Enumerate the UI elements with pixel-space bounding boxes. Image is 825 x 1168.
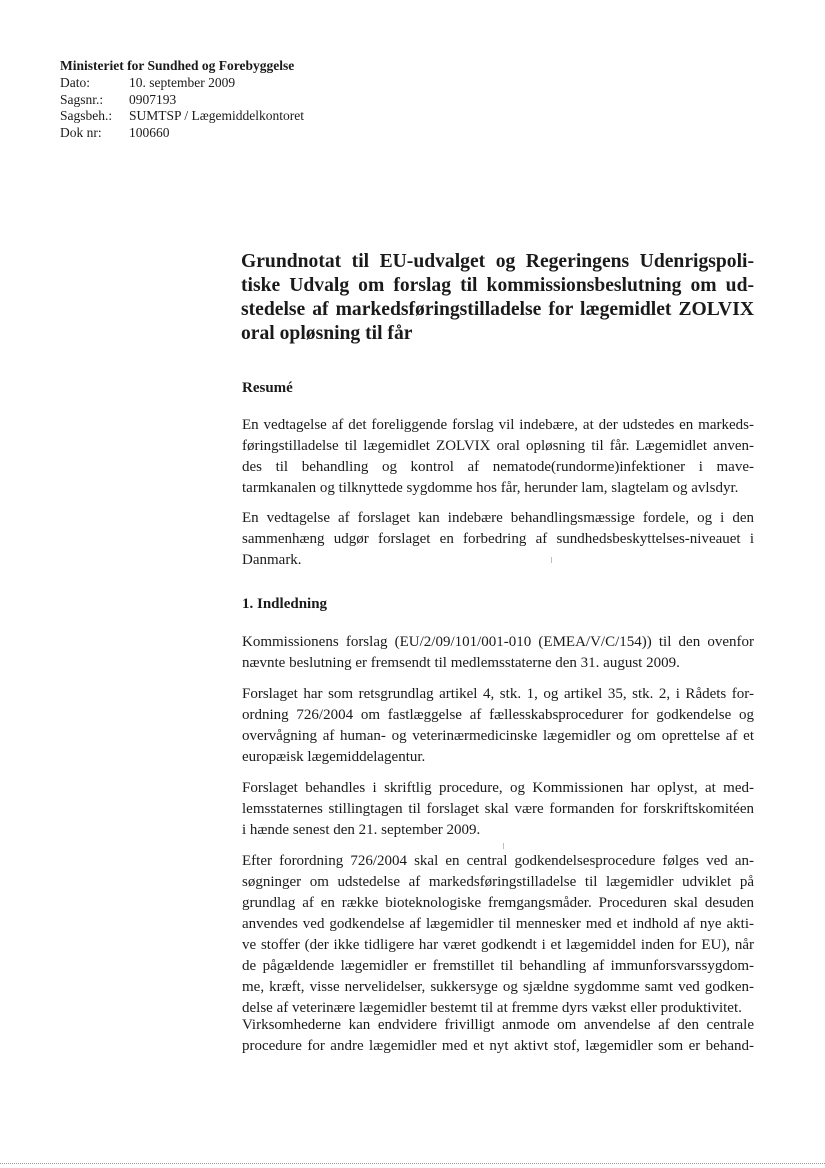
text-line: føringstilladelse til lægemidlet ZOLVIX oral opløsning til får. Lægemidlet anven- — [242, 438, 754, 454]
title-line: Grundnotat til EU-udvalget og Regeringens Udenrigspoli- — [241, 251, 754, 272]
section-1-heading: 1. Indledning — [242, 596, 328, 612]
scan-speck — [551, 557, 552, 563]
page-edge-rule — [0, 1163, 825, 1164]
meta-row-case-number — [60, 92, 304, 109]
title-line: stedelse af markedsføringstilladelse for lægemidlet ZOLVIX — [241, 299, 754, 320]
text-line: procedure for andre lægemidler med et nyt aktivt stof, lægemidler som er behand- — [242, 1038, 754, 1054]
text-line: En vedtagelse af forslaget kan indebære behandlingsmæssige fordele, og i den — [242, 510, 754, 526]
text-line: Forslaget behandles i skriftlig procedure, og Kommissionen har oplyst, at med- — [242, 780, 754, 796]
text-line: sammenhæng udgør forslaget en forbedring af sundhedsbeskyttelses-niveauet i — [242, 531, 754, 547]
section-1-paragraph-1 — [242, 632, 754, 674]
text-line: En vedtagelse af det foreliggende forslag vil indebære, at der udstedes en markeds- — [242, 417, 754, 433]
text-line: Forslaget har som retsgrundlag artikel 4, stk. 1, og artikel 35, stk. 2, i Rådets for- — [242, 686, 754, 702]
meta-row-doc-number — [60, 125, 304, 142]
meta-label: Dok nr: — [60, 125, 102, 141]
meta-label: Sagsnr.: — [60, 91, 104, 107]
text-line: Danmark. — [242, 552, 302, 568]
document-body — [241, 250, 754, 1054]
title-line: tiske Udvalg om forslag til kommissionsbeslutning om ud- — [241, 275, 754, 296]
text-line: ve stoffer (der ikke tidligere har været godkendt i et lægemiddel inden for EU), når — [242, 937, 754, 953]
text-line: overvågning af human- og veterinærmedicinske lægemidler og om oprettelse af et — [242, 728, 754, 744]
resume-paragraph-2 — [242, 508, 754, 571]
text-line: des til behandling og kontrol af nematode(rundorme)infektioner i mave- — [242, 459, 754, 475]
text-line: Kommissionens forslag (EU/2/09/101/001-010 (EMEA/V/C/154)) til den ovenfor — [242, 634, 754, 650]
document-title — [241, 250, 754, 346]
text-line: lemsstaternes stillingtagen til forslaget skal være formanden for forskriftskomitéen — [242, 801, 754, 817]
title-line: oral opløsning til får — [241, 323, 413, 344]
text-line: tarmkanalen og tilknyttede sygdomme hos får, herunder lam, slagtelam og avlsdyr. — [242, 480, 739, 496]
text-line: grundlag af en række bioteknologiske fremgangsmåder. Proceduren skal desuden — [242, 895, 754, 911]
text-line: me, kræft, visse nervelidelser, sukkersyge og sjældne sygdomme samt ved godken- — [242, 979, 754, 995]
text-line: i hænde senest den 21. september 2009. — [242, 822, 481, 838]
document-header — [60, 58, 304, 142]
text-line: Efter forordning 726/2004 skal en central godkendelsesprocedure følges ved an- — [242, 853, 754, 869]
ministry-name: Ministeriet for Sundhed og Forebyggelse — [60, 58, 295, 73]
text-line: Virksomhederne kan endvidere frivilligt anmode om anvendelse af den centrale — [242, 1017, 754, 1033]
meta-value: SUMTSP / Lægemiddelkontoret — [129, 108, 304, 124]
meta-row-case-officer — [60, 108, 304, 125]
text-line: anvendes ved godkendelse af lægemidler til mennesker med et indhold af nye akti- — [242, 916, 754, 932]
meta-value: 10. september 2009 — [129, 74, 236, 90]
meta-label: Dato: — [60, 74, 90, 90]
meta-value: 100660 — [129, 125, 170, 141]
text-line: nævnte beslutning er fremsendt til medlemsstaterne den 31. august 2009. — [242, 655, 680, 671]
section-1-paragraph-2 — [242, 684, 754, 768]
resume-paragraph-1 — [242, 415, 754, 499]
section-1-paragraph-5 — [242, 1015, 754, 1057]
text-line: europæisk lægemiddelagentur. — [242, 749, 426, 765]
resume-heading: Resumé — [242, 380, 293, 396]
meta-label: Sagsbeh.: — [60, 108, 113, 124]
text-line: søgninger om udstedelse af markedsføringstilladelse til lægemidler udviklet på — [242, 874, 754, 890]
meta-row-date — [60, 75, 304, 92]
text-line: ordning 726/2004 om fastlæggelse af fællesskabsprocedurer for godkendelse og — [242, 707, 754, 723]
text-line: delse af veterinære lægemidler bestemt til at fremme dyrs vækst eller produktivitet. — [242, 1000, 742, 1016]
scan-speck — [503, 843, 504, 849]
section-1-paragraph-4 — [242, 851, 754, 1019]
section-1-paragraph-3 — [242, 778, 754, 841]
meta-value: 0907193 — [129, 91, 177, 107]
text-line: de pågældende lægemidler er fremstillet til behandling af immunforsvarssygdom- — [242, 958, 754, 974]
